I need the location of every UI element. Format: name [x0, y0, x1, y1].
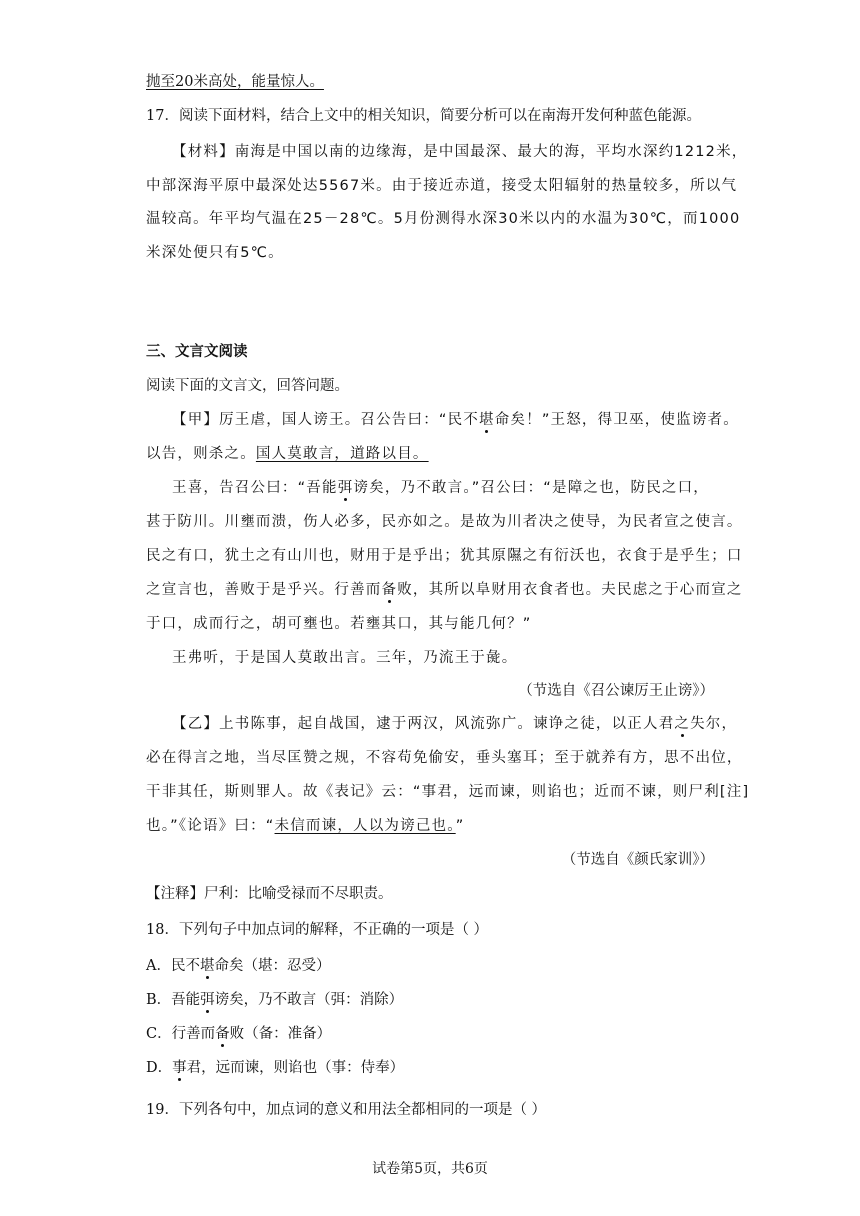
- jia-line-4: 甚于防川。川壅而溃，伤人必多，民亦如之。是故为川者决之使导，为民者宣之使言。: [146, 514, 743, 530]
- jia-line-8: 王弗听，于是国人莫敢出言。三年，乃流王于彘。: [172, 650, 518, 666]
- material-line-3: 温较高。年平均气温在25－28℃。5月份测得水深30米以内的水温为30℃，而1000: [146, 211, 741, 227]
- dotted-word: 弭: [337, 480, 354, 496]
- text-segment: 败（备：准备）: [229, 1026, 332, 1042]
- dotted-word: 堪: [479, 412, 495, 428]
- text-segment: 之宣言也，善败于是乎兴。行善而: [146, 582, 382, 598]
- text-segment: A．民不: [146, 958, 200, 974]
- dotted-word: 之: [674, 716, 691, 732]
- yi-line-1: [172, 714, 737, 734]
- text-segment: 谤矣，乃不敢言。”召公曰：“是障之也，防民之口，: [353, 480, 709, 496]
- text-segment: C．行善而: [146, 1026, 216, 1042]
- text-segment: 君，远而谏，则谄也（事：侍奉）: [186, 1060, 405, 1076]
- text-segment: 败，其所以阜财用衣食者也。夫民虑之于心而宣之: [397, 582, 743, 598]
- material-line-4: 米深处便只有5℃。: [146, 245, 284, 261]
- text-segment: ”: [455, 818, 465, 834]
- dotted-word: 弭: [200, 992, 215, 1008]
- text-segment: 命矣（堪：忍受）: [214, 958, 331, 974]
- text-segment: 命矣！”王怒，得卫巫，使监谤者。: [494, 412, 739, 428]
- text-segment: 【甲】厉王虐，国人谤王。召公告曰：“民不: [172, 412, 480, 428]
- dotted-word: 备: [215, 1026, 230, 1042]
- dotted-word: 事: [172, 1060, 187, 1076]
- text-segment: 以告，则杀之。: [146, 446, 256, 462]
- option-c: [146, 1024, 331, 1044]
- instruction: 阅读下面的文言文，回答问题。: [146, 378, 349, 394]
- jia-line-7: 于口，成而行之，胡可壅也。若壅其口，其与能几何？”: [146, 616, 532, 632]
- jia-source: （节选自《召公谏厉王止谤》）: [518, 683, 714, 699]
- jia-line-6: [146, 580, 743, 600]
- text-segment: D．: [146, 1060, 173, 1076]
- annotation-note: 【注释】尸利：比喻受禄而不尽职责。: [146, 886, 393, 902]
- jia-line-3: [172, 478, 709, 498]
- yi-line-4: [146, 816, 464, 836]
- yi-line-3: 干非其任，斯则罪人。故《表记》云：“事君，远而谏，则谄也；近而不谏，则尸利[注]: [146, 784, 750, 800]
- option-a: [146, 956, 330, 976]
- paragraph-top: 抛至20米高处，能量惊人。: [146, 74, 324, 90]
- page-footer: 试卷第5页，共6页: [372, 1161, 488, 1177]
- text-segment: 失尔，: [690, 716, 738, 732]
- material-line-1: 【材料】南海是中国以南的边缘海，是中国最深、最大的海，平均水深约1212米，: [172, 144, 748, 160]
- question-19: 19．下列各句中，加点词的意义和用法全都相同的一项是（ ）: [146, 1102, 547, 1118]
- text-segment: 也。”《论语》曰：“: [146, 818, 275, 834]
- yi-source: （节选自《颜氏家训》）: [561, 852, 714, 868]
- jia-line-1: [172, 410, 739, 430]
- text-segment: 谤矣，乃不敢言（弭：消除）: [214, 992, 404, 1008]
- text-segment: 王喜，告召公曰：“吾能: [172, 480, 338, 496]
- jia-line-5: 民之有口，犹土之有山川也，财用于是乎出；犹其原隰之有衍沃也，衣食于是乎生；口: [146, 548, 743, 564]
- material-line-2: 中部深海平原中最深处达5567米。由于接近赤道，接受太阳辐射的热量较多，所以气: [146, 178, 738, 194]
- question-18: 18．下列句子中加点词的解释，不正确的一项是（ ）: [146, 922, 489, 938]
- option-d: [146, 1058, 404, 1078]
- text-segment: 【乙】上书陈事，起自战国，逮于两汉，风流弥广。谏诤之徒，以正人君: [172, 716, 675, 732]
- yi-line-2: 必在得言之地，当尽匡赞之规，不容苟免偷安，垂头塞耳；至于就养有方，思不出位，: [146, 750, 743, 766]
- jia-line-2: [146, 444, 429, 464]
- dotted-word: 堪: [199, 958, 215, 974]
- dotted-word: 备: [381, 582, 398, 598]
- question-17: 17．阅读下面材料，结合上文中的相关知识，简要分析可以在南海开发何种蓝色能源。: [146, 108, 701, 124]
- option-b: [146, 990, 403, 1010]
- underlined-sentence: 国人莫敢言，道路以目。: [255, 446, 429, 462]
- underlined-sentence: 未信而谏，人以为谤己也。: [274, 818, 456, 834]
- section-heading: 三、文言文阅读: [146, 343, 248, 360]
- text-segment: B．吾能: [146, 992, 201, 1008]
